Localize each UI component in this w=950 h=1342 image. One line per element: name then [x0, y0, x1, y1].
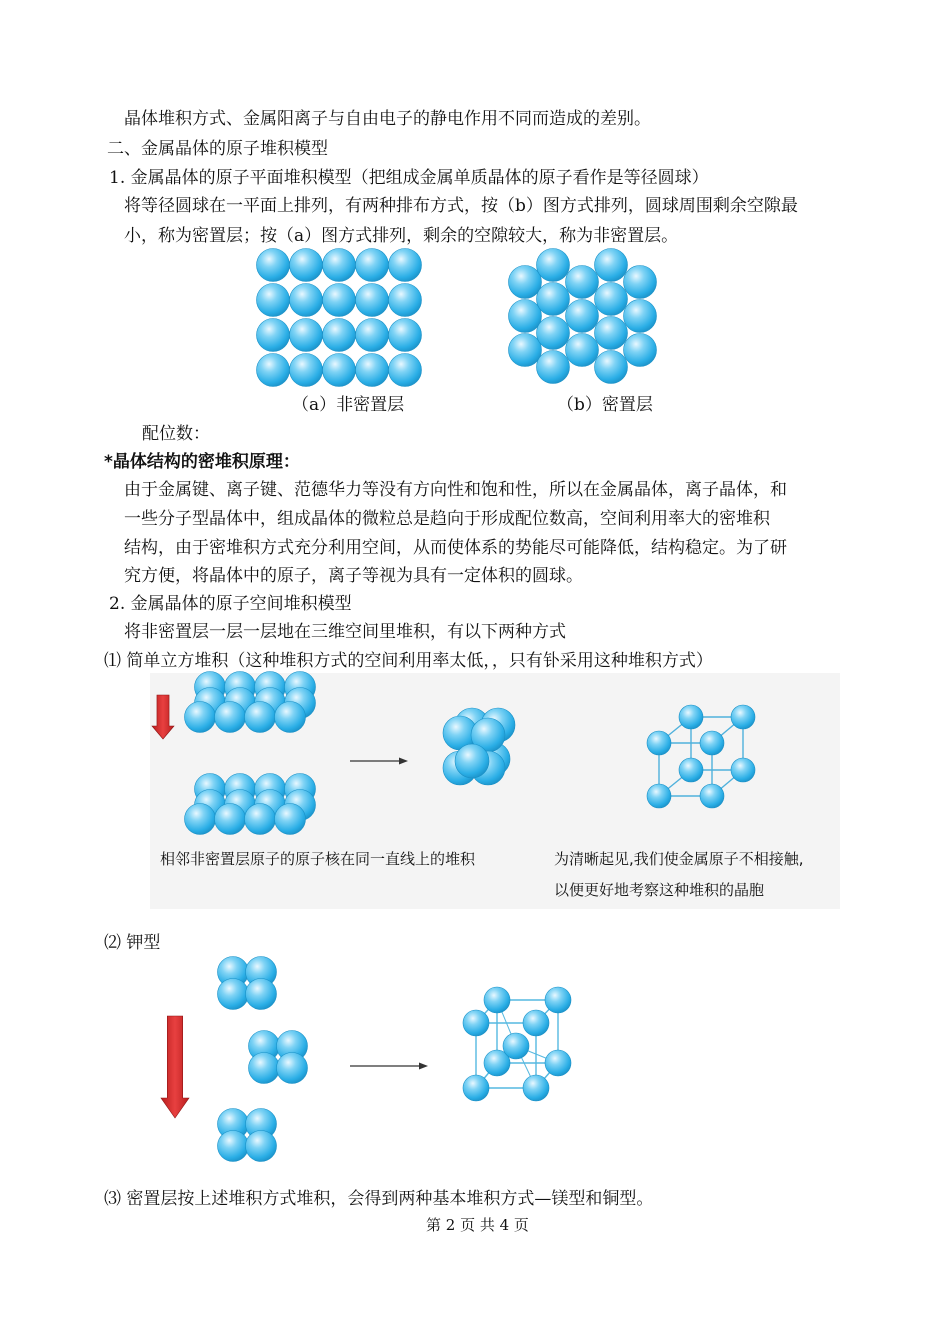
atom-sphere	[323, 319, 356, 352]
atom-sphere	[537, 351, 570, 384]
atom-sphere	[545, 1050, 571, 1076]
atom-sphere	[275, 702, 306, 733]
text-line: 将非密置层一层一层地在三维空间里堆积，有以下两种方式	[124, 622, 566, 642]
atom-sphere	[566, 334, 599, 367]
atom-sphere	[523, 1075, 549, 1101]
atom-sphere	[523, 1010, 549, 1036]
text-line: 将等径圆球在一平面上排列，有两种排布方式，按（b）图方式排列，圆球周围剩余空隙最	[124, 196, 798, 216]
direction-arrow-head	[399, 758, 408, 765]
atom-sphere	[257, 284, 290, 317]
atom-sphere	[245, 702, 276, 733]
atom-sphere	[389, 319, 422, 352]
atom-sphere	[700, 784, 724, 808]
atom-sphere	[185, 804, 216, 835]
cubic-right-caption-1: 为清晰起见,我们使金属原子不相接触,	[554, 850, 804, 868]
text-line: 晶体堆积方式、金属阳离子与自由电子的静电作用不同而造成的差别。	[124, 109, 651, 129]
atom-sphere	[545, 987, 571, 1013]
atom-sphere	[679, 705, 703, 729]
atom-sphere	[290, 354, 323, 387]
atom-sphere	[257, 319, 290, 352]
direction-arrow-head	[419, 1063, 428, 1070]
atom-sphere	[455, 744, 489, 778]
atom-sphere	[389, 284, 422, 317]
atom-sphere	[484, 987, 510, 1013]
atom-sphere	[215, 702, 246, 733]
item-simple-cubic: ⑴ 简单立方堆积（这种堆积方式的空间利用率太低，，只有钋采用这种堆积方式）	[104, 651, 713, 671]
potassium-type-stacking-figure	[150, 950, 590, 1175]
cubic-left-caption: 相邻非密置层原子的原子核在同一直线上的堆积	[160, 850, 476, 868]
section-heading: 二、金属晶体的原子堆积模型	[107, 139, 328, 159]
atom-sphere	[731, 758, 755, 782]
atom-sphere	[537, 283, 570, 316]
atom-sphere	[700, 731, 724, 755]
text-line: 一些分子型晶体中，组成晶体的微粒总是趋向于形成配位数高，空间利用率大的密堆积	[124, 509, 770, 529]
subsection-heading: 1. 金属晶体的原子平面堆积模型（把组成金属单质晶体的原子看作是等径圆球）	[109, 168, 709, 188]
atom-sphere	[323, 284, 356, 317]
atom-sphere	[246, 979, 277, 1010]
simple-cubic-stacking-figure	[150, 673, 840, 909]
atom-sphere	[624, 266, 657, 299]
atom-sphere	[277, 1053, 308, 1084]
atom-sphere	[215, 804, 246, 835]
atom-sphere	[356, 284, 389, 317]
atom-sphere	[290, 319, 323, 352]
atom-sphere	[389, 354, 422, 387]
principle-title: *晶体结构的密堆积原理：	[104, 452, 300, 472]
cubic-right-caption-2: 以便更好地考察这种堆积的晶胞	[554, 881, 765, 899]
atom-sphere	[290, 284, 323, 317]
atom-sphere	[246, 1131, 277, 1162]
atom-sphere	[275, 804, 306, 835]
coordination-number-label: 配位数：	[142, 424, 210, 444]
body-center-atom	[503, 1033, 529, 1059]
figure-a-caption: （a）非密置层	[292, 395, 405, 415]
atom-sphere	[323, 249, 356, 282]
atom-sphere	[323, 354, 356, 387]
atom-sphere	[509, 266, 542, 299]
atom-sphere	[679, 758, 703, 782]
page-footer: 第 2 页 共 4 页	[426, 1216, 529, 1234]
atom-sphere	[463, 1075, 489, 1101]
subsection-heading: 2. 金属晶体的原子空间堆积模型	[109, 594, 352, 614]
item-close-packed-stacking: ⑶ 密置层按上述堆积方式堆积，会得到两种基本堆积方式—镁型和铜型。	[104, 1189, 654, 1209]
atom-sphere	[218, 1131, 249, 1162]
atom-sphere	[731, 705, 755, 729]
atom-sphere	[624, 334, 657, 367]
atom-sphere	[509, 300, 542, 333]
atom-sphere	[595, 317, 628, 350]
text-line: 由于金属键、离子键、范德华力等没有方向性和饱和性，所以在金属晶体，离子晶体，和	[124, 480, 787, 500]
text-line: 结构，由于密堆积方式充分利用空间，从而使体系的势能尽可能降低，结构稳定。为了研	[124, 538, 787, 558]
atom-sphere	[537, 249, 570, 282]
atom-sphere	[356, 249, 389, 282]
atom-sphere	[647, 731, 671, 755]
atom-sphere	[389, 249, 422, 282]
item-potassium-type: ⑵ 钾型	[104, 933, 161, 953]
atom-sphere	[257, 249, 290, 282]
atom-sphere	[290, 249, 323, 282]
atom-sphere	[218, 979, 249, 1010]
non-close-packed-layer-figure	[250, 245, 430, 395]
close-packed-layer-figure	[505, 245, 665, 395]
atom-sphere	[356, 354, 389, 387]
atom-sphere	[245, 804, 276, 835]
atom-sphere	[566, 300, 599, 333]
atom-sphere	[509, 334, 542, 367]
text-line: 究方便，将晶体中的原子，离子等视为具有一定体积的圆球。	[124, 566, 583, 586]
stacking-direction-arrow	[152, 695, 174, 739]
stacking-direction-arrow	[161, 1016, 189, 1118]
atom-sphere	[595, 351, 628, 384]
atom-sphere	[257, 354, 290, 387]
text-line: 小，称为密置层；按（a）图方式排列，剩余的空隙较大，称为非密置层。	[124, 226, 679, 246]
atom-sphere	[185, 702, 216, 733]
atom-sphere	[595, 283, 628, 316]
atom-sphere	[624, 300, 657, 333]
atom-sphere	[463, 1010, 489, 1036]
atom-sphere	[595, 249, 628, 282]
atom-sphere	[566, 266, 599, 299]
atom-sphere	[249, 1053, 280, 1084]
atom-sphere	[537, 317, 570, 350]
figure-b-caption: （b）密置层	[557, 395, 653, 415]
atom-sphere	[356, 319, 389, 352]
atom-sphere	[647, 784, 671, 808]
